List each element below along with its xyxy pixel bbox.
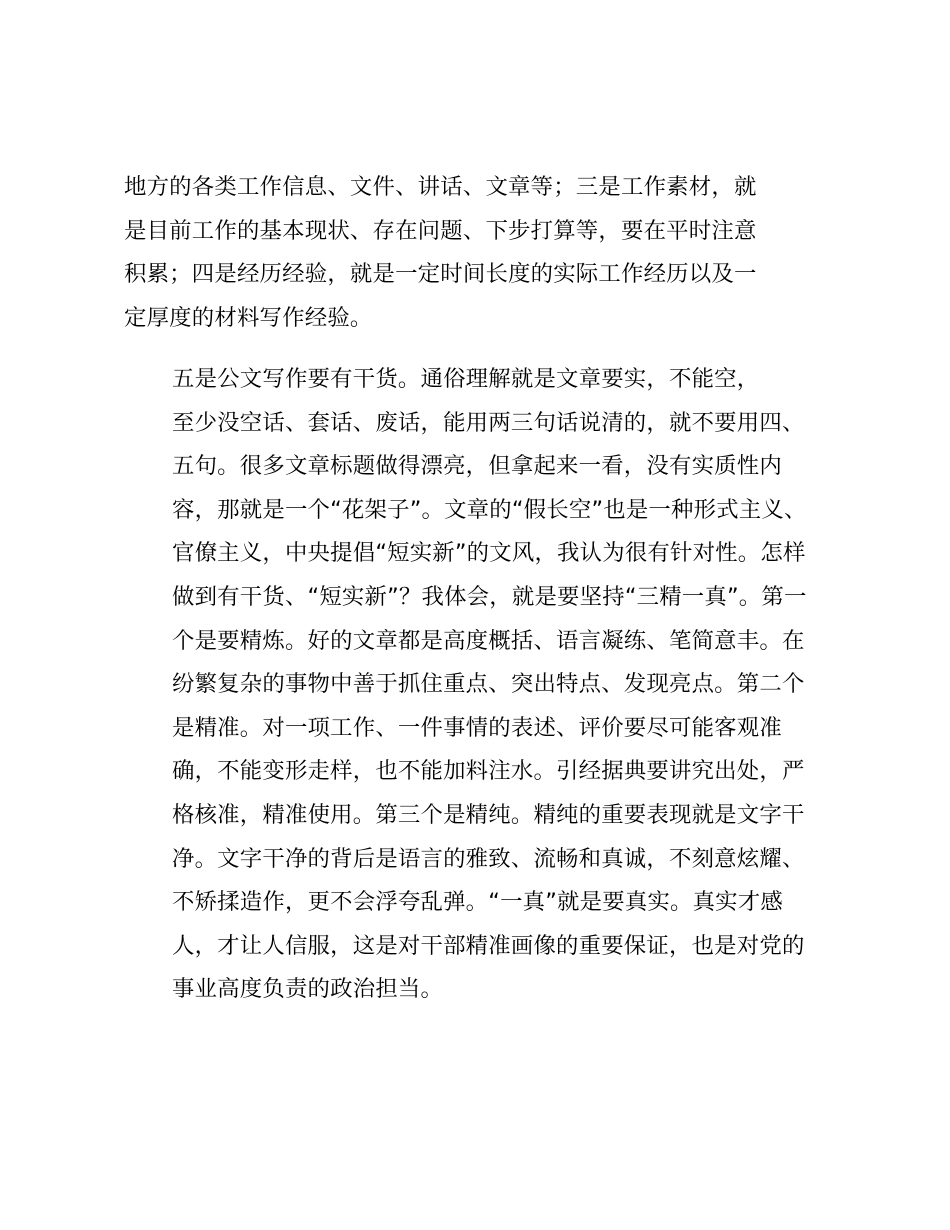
text-line: 格核准，精准使用。第三个是精纯。精纯的重要表现就是文字干: [172, 801, 805, 828]
text-line: 是精准。对一项工作、一件事情的表述、评价要尽可能客观准: [172, 714, 782, 741]
text-line: 积累；四是经历经验，就是一定时间长度的实际工作经历以及一: [124, 261, 757, 288]
text-line: 个是要精炼。好的文章都是高度概括、语言凝练、笔简意丰。在: [172, 627, 805, 654]
text-line: 确，不能变形走样，也不能加料注水。引经据典要讲究出处，严: [172, 758, 805, 785]
text-line: 五是公文写作要有干货。通俗理解就是文章要实，不能空，: [172, 366, 760, 392]
text-line: 纷繁复杂的事物中善于抓住重点、突出特点、发现亮点。第二个: [172, 671, 805, 698]
text-line: 做到有干货、“短实新”？我体会，就是要坚持“三精一真”。第一: [172, 583, 807, 610]
text-line: 五句。很多文章标题做得漂亮，但拿起来一看，没有实质性内: [172, 453, 782, 480]
text-line: 地方的各类工作信息、文件、讲话、文章等；三是工作素材，就: [124, 174, 757, 200]
text-line: 事业高度负责的政治担当。: [172, 976, 444, 1003]
text-line: 官僚主义，中央提倡“短实新”的文风，我认为很有针对性。怎样: [172, 540, 806, 567]
text-line: 人，才让人信服，这是对干部精准画像的重要保证，也是对党的: [172, 932, 805, 959]
text-line: 净。文字干净的背后是语言的雅致、流畅和真诚，不刻意炫耀、: [172, 845, 805, 872]
text-line: 至少没空话、套话、废话，能用两三句话说清的，就不要用四、: [172, 409, 805, 436]
text-line: 是目前工作的基本现状、存在问题、下步打算等，要在平时注意: [124, 217, 757, 244]
text-line: 定厚度的材料写作经验。: [124, 304, 373, 331]
paragraph-2: [124, 358, 840, 1012]
paragraph-1: [124, 166, 840, 340]
text-line: 不矫揉造作，更不会浮夸乱弹。“一真”就是要真实。真实才感: [172, 889, 783, 916]
text-line: 容，那就是一个“花架子”。文章的“假长空”也是一种形式主义、: [172, 496, 807, 523]
